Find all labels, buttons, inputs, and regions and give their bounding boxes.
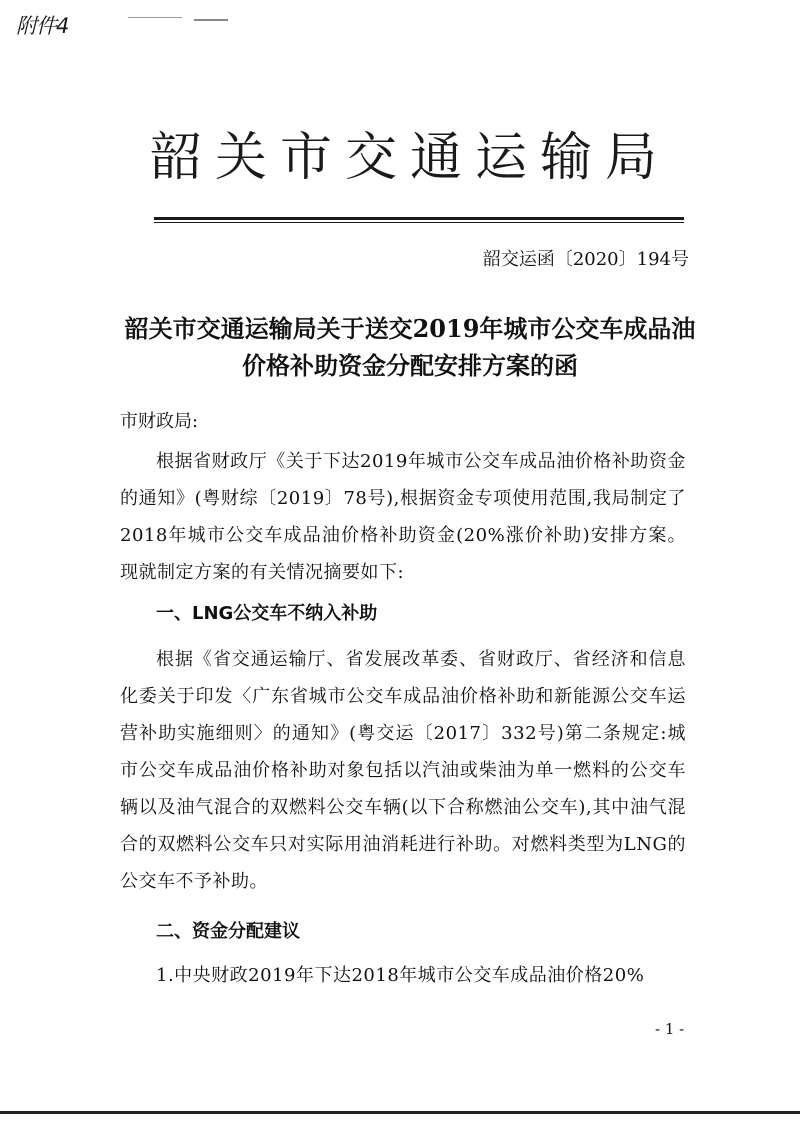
letterhead-rule-thick (154, 217, 684, 220)
scan-artifact (128, 17, 182, 18)
paragraph-allocation: 1.中央财政2019年下达2018年城市公交车成品油价格20% (156, 965, 645, 986)
page-number: - 1 - (655, 1020, 685, 1038)
paragraph-intro: 根据省财政厅《关于下达2019年城市公交车成品油价格补助资金的通知》(粤财综〔2019〕78号),根据资金专项使用范围,我局制定了2018年城市公交车成品油价格补助资金(20%涨价补助)安排方案。现就制定方案的有关情况摘要如下: (120, 451, 686, 583)
scan-artifact (194, 19, 228, 21)
salutation: 市财政局: (120, 411, 199, 432)
section-heading-2: 二、资金分配建议 (156, 921, 300, 942)
attachment-mark: 附件4 (16, 14, 69, 38)
section-heading-1: 一、LNG公交车不纳入补助 (156, 603, 378, 624)
letterhead-rule-thin (154, 222, 684, 223)
scan-bottom-edge (0, 1111, 800, 1114)
paragraph-regulation: 根据《省交通运输厅、省发展改革委、省财政厅、省经济和信息化委关于印发〈广东省城市公交车成品油价格补助和新能源公交车运营补助实施细则〉的通知》(粤交运〔2017〕332号)第二条规定:城市公交车成品油价格补助对象包括以汽油或柴油为单一燃料的公交车辆以及油气混合的双燃料公交车辆(以下合称燃油公交车),其中油气混合的双燃料公交车只对实际用油消耗进行补助。对燃料类型为LNG的公交车不予补助。 (120, 649, 686, 892)
document-number: 韶交运函〔2020〕194号 (482, 249, 689, 270)
document-heading: 韶关市交通运输局关于送交2019年城市公交车成品油价格补助资金分配安排方案的函 (124, 314, 696, 380)
agency-title: 韶关市交通运输局 (150, 128, 671, 188)
